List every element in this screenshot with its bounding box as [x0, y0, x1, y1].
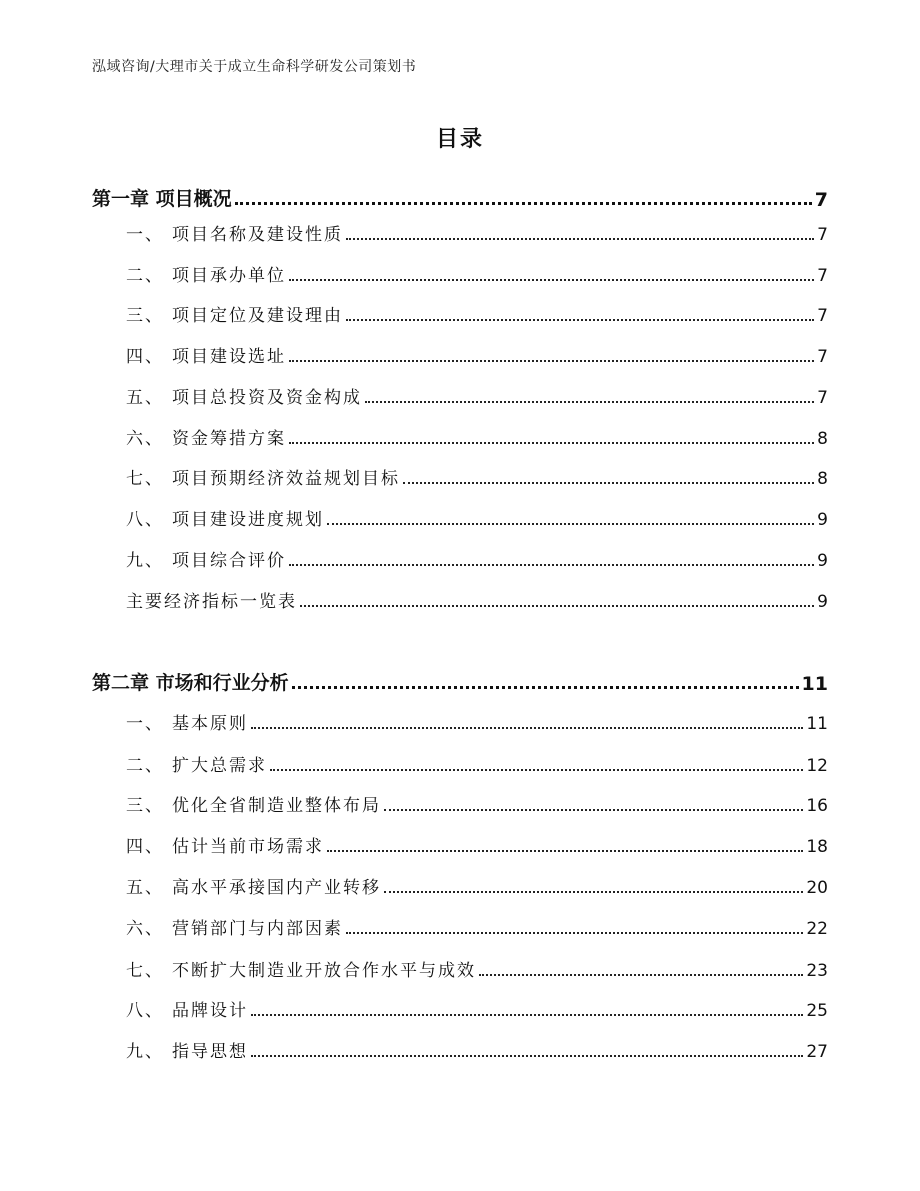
toc-entry-label: [92, 184, 232, 211]
toc-entry-label: [126, 546, 286, 571]
toc-entry-label: [126, 342, 286, 367]
toc-chapter-entry[interactable]: [92, 184, 828, 211]
toc-page-number: 11: [801, 673, 828, 695]
toc-section-entry[interactable]: [126, 505, 828, 530]
toc-section-entry[interactable]: [126, 956, 828, 981]
toc-section-entry[interactable]: [126, 220, 828, 245]
toc-entry-label: [126, 220, 343, 245]
toc-section-entry[interactable]: [126, 996, 828, 1021]
toc-entry-text: 优化全省制造业整体布局: [172, 796, 381, 816]
toc-section-entry[interactable]: [126, 1037, 828, 1062]
toc-entry-text: 品牌设计: [172, 1001, 248, 1021]
toc-page-number: 16: [806, 796, 828, 816]
toc-section-entry[interactable]: [126, 791, 828, 816]
toc-entry-label: [126, 301, 343, 326]
toc-section-entry[interactable]: [126, 383, 828, 408]
toc-entry-number: 二、: [126, 756, 164, 776]
toc-page-number: 9: [817, 551, 828, 571]
toc-page-number: 18: [806, 837, 828, 857]
toc-section-entry[interactable]: [126, 424, 828, 449]
toc-page-number: 9: [817, 510, 828, 530]
toc-section-entry[interactable]: [126, 464, 828, 489]
toc-entry-text: 项目名称及建设性质: [172, 225, 343, 245]
toc-entry-text: 项目概况: [155, 188, 232, 210]
toc-title: 目录: [435, 127, 484, 152]
toc-page-number: 22: [806, 919, 828, 939]
toc-entry-text: 高水平承接国内产业转移: [172, 878, 381, 898]
toc-entry-text: 不断扩大制造业开放合作水平与成效: [172, 961, 476, 981]
toc-entry-number: 九、: [126, 551, 164, 571]
toc-entry-text: 指导思想: [172, 1042, 248, 1062]
toc-page-number: 7: [817, 306, 828, 326]
toc-entry-label: [92, 668, 289, 695]
toc-entry-number: 三、: [126, 796, 164, 816]
toc-entry-number: 五、: [126, 388, 164, 408]
toc-page-number: 8: [817, 469, 828, 489]
dot-leader: [346, 238, 814, 240]
toc-entry-text: 市场和行业分析: [155, 672, 289, 694]
toc-entry-number: 七、: [126, 961, 164, 981]
toc-page-number: 7: [814, 189, 828, 211]
toc-entry-label: [126, 587, 297, 612]
dot-leader: [289, 360, 814, 362]
toc-entry-label: [126, 791, 381, 816]
toc-page-number: 12: [806, 756, 828, 776]
dot-leader: [384, 809, 803, 811]
toc-entry-number: 六、: [126, 919, 164, 939]
toc-entry-text: 项目承办单位: [172, 266, 286, 286]
toc-entry-label: [126, 1037, 248, 1062]
toc-entry-number: 九、: [126, 1042, 164, 1062]
dot-leader: [251, 1014, 803, 1016]
running-header: 泓域咨询/大理市关于成立生命科学研发公司策划书: [92, 59, 417, 75]
dot-leader: [365, 401, 814, 403]
toc-section-entry[interactable]: [126, 587, 828, 612]
dot-leader: [384, 891, 803, 893]
toc-page-number: 23: [806, 961, 828, 981]
toc-entry-number: 五、: [126, 878, 164, 898]
toc-section-entry[interactable]: [126, 342, 828, 367]
toc-entry-number: 二、: [126, 266, 164, 286]
toc-entry-label: [126, 956, 476, 981]
toc-entry-text: 项目总投资及资金构成: [172, 388, 362, 408]
toc-entry-number: 三、: [126, 306, 164, 326]
toc-page-number: 7: [817, 347, 828, 367]
toc-entry-label: [126, 383, 362, 408]
toc-chapter-entry[interactable]: [92, 668, 828, 695]
toc-section-entry[interactable]: [126, 546, 828, 571]
toc-entry-text: 项目综合评价: [172, 551, 286, 571]
toc-page-number: 11: [806, 714, 828, 734]
toc-entry-label: [126, 914, 343, 939]
toc-entry-number: 八、: [126, 510, 164, 530]
dot-leader: [235, 202, 812, 205]
dot-leader: [300, 605, 814, 607]
toc-entry-text: 项目定位及建设理由: [172, 306, 343, 326]
toc-page-number: 8: [817, 429, 828, 449]
toc-entry-text: 资金筹措方案: [172, 429, 286, 449]
dot-leader: [327, 523, 814, 525]
toc-entry-number: 第二章: [92, 672, 150, 694]
toc-entry-label: [126, 832, 324, 857]
toc-entry-number: 第一章: [92, 188, 150, 210]
dot-leader: [251, 727, 803, 729]
dot-leader: [289, 442, 814, 444]
toc-entry-text: 扩大总需求: [172, 756, 267, 776]
dot-leader: [346, 932, 803, 934]
toc-entry-label: [126, 751, 267, 776]
toc-entry-number: 一、: [126, 225, 164, 245]
toc-entry-number: 七、: [126, 469, 164, 489]
toc-page-number: 7: [817, 266, 828, 286]
toc-page-number: 7: [817, 388, 828, 408]
toc-entry-number: 一、: [126, 714, 164, 734]
toc-entry-text: 营销部门与内部因素: [172, 919, 343, 939]
toc-entry-label: [126, 709, 248, 734]
dot-leader: [292, 686, 799, 689]
dot-leader: [270, 769, 803, 771]
toc-section-entry[interactable]: [126, 914, 828, 939]
toc-entry-text: 基本原则: [172, 714, 248, 734]
toc-page-number: 7: [817, 225, 828, 245]
dot-leader: [346, 319, 814, 321]
toc-page-number: 20: [806, 878, 828, 898]
dot-leader: [289, 279, 814, 281]
toc-entry-text: 主要经济指标一览表: [126, 592, 297, 612]
toc-section-entry[interactable]: [126, 751, 828, 776]
toc-entry-number: 四、: [126, 837, 164, 857]
dot-leader: [403, 482, 814, 484]
toc-page-number: 27: [806, 1042, 828, 1062]
dot-leader: [327, 850, 803, 852]
toc-page-number: 25: [806, 1001, 828, 1021]
toc-entry-label: [126, 996, 248, 1021]
toc-entry-text: 项目建设进度规划: [172, 510, 324, 530]
toc-entry-label: [126, 464, 400, 489]
toc-entry-text: 项目预期经济效益规划目标: [172, 469, 400, 489]
toc-entry-number: 八、: [126, 1001, 164, 1021]
toc-section-entry[interactable]: [126, 873, 828, 898]
toc-entry-label: [126, 505, 324, 530]
toc-section-entry[interactable]: [126, 301, 828, 326]
toc-entry-number: 四、: [126, 347, 164, 367]
toc-entry-text: 项目建设选址: [172, 347, 286, 367]
dot-leader: [251, 1055, 803, 1057]
toc-entry-number: 六、: [126, 429, 164, 449]
toc-entry-label: [126, 261, 286, 286]
dot-leader: [289, 564, 814, 566]
toc-entry-label: [126, 424, 286, 449]
dot-leader: [479, 974, 803, 976]
toc-page-number: 9: [817, 592, 828, 612]
toc-section-entry[interactable]: [126, 709, 828, 734]
toc-entry-text: 估计当前市场需求: [172, 837, 324, 857]
toc-section-entry[interactable]: [126, 832, 828, 857]
toc-section-entry[interactable]: [126, 261, 828, 286]
toc-entry-label: [126, 873, 381, 898]
